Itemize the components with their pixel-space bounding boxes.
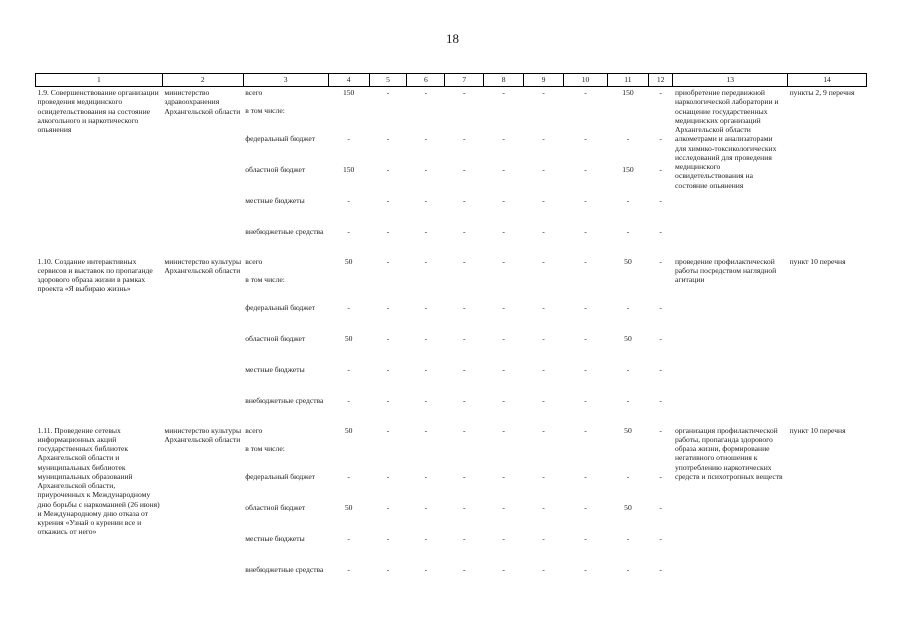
amount-cell-c12: - — [659, 364, 662, 374]
amount-cell-c6: - — [424, 364, 428, 374]
amount-cell-c6: - — [424, 88, 428, 97]
amount-cell-c9: - — [542, 256, 545, 266]
funding-source-cell: местные бюджеты — [245, 364, 305, 374]
amount-cell-c11: - — [626, 471, 630, 481]
amount-cell-c8: - — [502, 256, 505, 266]
amount-cell-c8: - — [502, 164, 505, 174]
funding-source-cell: внебюджетные средства — [245, 395, 324, 405]
amount-cell-c11: 50 — [624, 256, 632, 266]
amount-cell-c6: - — [424, 133, 428, 143]
table-row — [36, 425, 867, 443]
header-cell: 2 — [162, 74, 243, 87]
activity-cell: 1.10. Создание интерактивных сервисов и выставок по пропаганде здорового образа жизни в рамках проекта «Я выбираю жизнь» — [37, 256, 153, 294]
executor-cell: министерство здравоохранения Архангельской области — [164, 88, 241, 116]
amount-cell-c4 — [328, 274, 369, 302]
amount-cell-c10: - — [584, 226, 587, 236]
amount-cell-c10: - — [584, 533, 587, 543]
amount-cell-c9: - — [542, 425, 545, 435]
amount-cell-c6 — [407, 443, 445, 471]
amount-cell-c4: - — [347, 533, 350, 543]
amount-cell-c9: - — [542, 471, 545, 481]
amount-cell-c12: - — [659, 195, 662, 205]
funding-source-cell: внебюджетные средства — [245, 226, 324, 236]
amount-cell-c12: - — [659, 502, 662, 512]
amount-cell-c4: - — [347, 564, 350, 574]
amount-cell-c7: - — [462, 395, 466, 405]
amount-cell-c7: - — [462, 333, 466, 343]
amount-cell-c4: 150 — [342, 164, 355, 174]
table-row — [36, 87, 867, 105]
amount-cell-c5 — [369, 443, 407, 471]
funding-source-cell: всего — [245, 425, 263, 435]
amount-cell-c6: - — [424, 256, 428, 266]
amount-cell-c11: - — [626, 364, 630, 374]
amount-cell-c11: 150 — [622, 164, 634, 174]
amount-cell-c8: - — [502, 133, 505, 143]
amount-cell-c5: - — [386, 195, 390, 205]
amount-cell-c7: - — [462, 364, 466, 374]
amount-cell-c8: - — [502, 502, 505, 512]
amount-cell-c10: - — [584, 88, 587, 97]
table-row — [36, 256, 867, 274]
amount-cell-c5: - — [386, 502, 390, 512]
funding-source-cell: внебюджетные средства — [245, 564, 324, 574]
amount-cell-c10: - — [584, 471, 587, 481]
amount-cell-c10: - — [584, 502, 587, 512]
funding-source-cell: местные бюджеты — [245, 195, 305, 205]
header-cell: 8 — [484, 74, 524, 87]
amount-cell-c10: - — [584, 133, 587, 143]
amount-cell-c11: - — [626, 302, 630, 312]
amount-cell-c4: - — [347, 395, 350, 405]
amount-cell-c5: - — [386, 564, 390, 574]
amount-cell-c5: - — [386, 333, 390, 343]
funding-source-cell: федеральный бюджет — [245, 133, 316, 143]
expected-result-cell: организация профилактической работы, пропаганда здорового образа жизни, формирование негативного отношения к употреблению наркотических средств и психотропных веществ — [674, 425, 783, 481]
amount-cell-c12: - — [659, 425, 662, 435]
amount-cell-c12: - — [659, 164, 662, 174]
amount-cell-c4: 150 — [342, 88, 355, 97]
amount-cell-c6: - — [424, 425, 428, 435]
amount-cell-c7: - — [462, 226, 466, 236]
amount-cell-c6: - — [424, 302, 428, 312]
funding-source-cell: всего — [245, 88, 263, 97]
header-cell: 11 — [608, 74, 649, 87]
amount-cell-c4: - — [347, 302, 350, 312]
amount-cell-c4: - — [347, 364, 350, 374]
amount-cell-c11: - — [626, 195, 630, 205]
amount-cell-c6: - — [424, 564, 428, 574]
amount-cell-c9: - — [542, 502, 545, 512]
amount-cell-c8: - — [502, 333, 505, 343]
amount-cell-c7: - — [462, 195, 466, 205]
header-cell: 12 — [648, 74, 673, 87]
page-number: 18 — [446, 31, 459, 46]
amount-cell-c9: - — [542, 164, 545, 174]
amount-cell-c10: - — [584, 195, 587, 205]
amount-cell-c4: - — [347, 133, 350, 143]
funding-source-cell: всего — [245, 256, 263, 266]
amount-cell-c7 — [445, 274, 484, 302]
amount-cell-c6: - — [424, 502, 428, 512]
amount-cell-c11: 50 — [624, 333, 632, 343]
amount-cell-c8: - — [502, 88, 505, 97]
amount-cell-c11: - — [626, 226, 630, 236]
amount-cell-c12: - — [659, 256, 662, 266]
amount-cell-c8: - — [502, 364, 505, 374]
funding-source-cell: в том числе: — [245, 443, 285, 453]
amount-cell-c10: - — [584, 425, 587, 435]
funding-source-cell: в том числе: — [245, 274, 285, 284]
header-cell: 3 — [243, 74, 328, 87]
amount-cell-c4: 50 — [344, 333, 353, 343]
amount-cell-c10 — [564, 443, 608, 471]
amount-cell-c5: - — [386, 164, 390, 174]
amount-cell-c9: - — [542, 333, 545, 343]
amount-cell-c8: - — [502, 195, 505, 205]
amount-cell-c11 — [608, 443, 649, 471]
amount-cell-c12 — [648, 105, 673, 133]
amount-cell-c6: - — [424, 195, 428, 205]
amount-cell-c11 — [608, 105, 649, 133]
amount-cell-c4: - — [347, 226, 350, 236]
expected-result-cell: приобретение передвижной наркологической лаборатории и оснащение государственных медицинских организаций Архангельской области алкометрами и анализаторами для химико-токсикологических исследований для проведения медицинского освидетельствования на состояние опьянения — [674, 88, 779, 190]
amount-cell-c11: - — [626, 395, 630, 405]
amount-cell-c7: - — [462, 302, 466, 312]
funding-source-cell: местные бюджеты — [245, 533, 305, 543]
amount-cell-c7 — [445, 443, 484, 471]
amount-cell-c5: - — [386, 471, 390, 481]
amount-cell-c5 — [369, 105, 407, 133]
amount-cell-c12 — [648, 274, 673, 302]
amount-cell-c6: - — [424, 226, 428, 236]
activity-cell: 1.9. Совершенствование организации проведения медицинского освидетельствования на состояние алкогольного и наркотического опьянения — [37, 88, 159, 134]
amount-cell-c12: - — [659, 226, 662, 236]
amount-cell-c10: - — [584, 564, 587, 574]
amount-cell-c11: - — [626, 533, 630, 543]
amount-cell-c5: - — [386, 226, 390, 236]
amount-cell-c12: - — [659, 302, 662, 312]
amount-cell-c6: - — [424, 164, 428, 174]
header-cell: 10 — [564, 74, 608, 87]
amount-cell-c10: - — [584, 256, 587, 266]
amount-cell-c5: - — [386, 88, 390, 97]
amount-cell-c10: - — [584, 333, 587, 343]
amount-cell-c12: - — [659, 88, 662, 97]
header-cell: 1 — [36, 74, 163, 87]
amount-cell-c7: - — [462, 533, 466, 543]
amount-cell-c9: - — [542, 133, 545, 143]
amount-cell-c9: - — [542, 364, 545, 374]
amount-cell-c6: - — [424, 471, 428, 481]
amount-cell-c11: - — [626, 564, 630, 574]
amount-cell-c8 — [484, 105, 524, 133]
amount-cell-c7: - — [462, 88, 466, 97]
amount-cell-c9: - — [542, 564, 545, 574]
amount-cell-c5: - — [386, 133, 390, 143]
amount-cell-c10: - — [584, 395, 587, 405]
amount-cell-c5: - — [386, 533, 390, 543]
funding-source-cell: федеральный бюджет — [245, 471, 316, 481]
amount-cell-c8: - — [502, 533, 505, 543]
amount-cell-c5 — [369, 274, 407, 302]
amount-cell-c10 — [564, 105, 608, 133]
amount-cell-c5: - — [386, 395, 390, 405]
funding-source-cell: областной бюджет — [245, 502, 306, 512]
amount-cell-c8: - — [502, 302, 505, 312]
amount-cell-c5: - — [386, 425, 390, 435]
amount-cell-c11 — [608, 274, 649, 302]
amount-cell-c10: - — [584, 164, 587, 174]
funding-source-cell: областной бюджет — [245, 164, 306, 174]
amount-cell-c12: - — [659, 395, 662, 405]
amount-cell-c8: - — [502, 425, 505, 435]
amount-cell-c5: - — [386, 364, 390, 374]
amount-cell-c9 — [524, 274, 564, 302]
header-cell: 14 — [788, 74, 867, 87]
amount-cell-c9: - — [542, 195, 545, 205]
header-cell: 9 — [524, 74, 564, 87]
amount-cell-c5: - — [386, 302, 390, 312]
amount-cell-c4: 50 — [344, 502, 353, 512]
activity-cell: 1.11. Проведение сетевых информационных акций государственных библиотек Архангельской области и муниципальных библиотек муниципальных образований Архангельской области, приуроченных к Международному дню борьбы с наркоманией (26 июня) и Международному дню отказа от курения «Узнай о курении все и откажись от него» — [37, 425, 160, 537]
amount-cell-c10 — [564, 274, 608, 302]
amount-cell-c7: - — [462, 564, 466, 574]
funding-source-cell: в том числе: — [245, 105, 285, 115]
amount-cell-c7: - — [462, 425, 466, 435]
amount-cell-c11: - — [626, 133, 630, 143]
amount-cell-c12: - — [659, 333, 662, 343]
amount-cell-c4: 50 — [344, 425, 353, 435]
funding-source-cell: областной бюджет — [245, 333, 306, 343]
amount-cell-c9 — [524, 443, 564, 471]
amount-cell-c10: - — [584, 302, 587, 312]
reference-cell: пункты 2, 9 перечня — [789, 88, 855, 97]
amount-cell-c7: - — [462, 133, 466, 143]
reference-cell: пункт 10 перечня — [789, 256, 846, 266]
amount-cell-c4 — [328, 105, 369, 133]
header-cell: 13 — [673, 74, 788, 87]
amount-cell-c6: - — [424, 395, 428, 405]
amount-cell-c8: - — [502, 564, 505, 574]
amount-cell-c9: - — [542, 302, 545, 312]
amount-cell-c5: - — [386, 256, 390, 266]
amount-cell-c8 — [484, 274, 524, 302]
amount-cell-c8: - — [502, 226, 505, 236]
amount-cell-c6: - — [424, 333, 428, 343]
amount-cell-c8: - — [502, 471, 505, 481]
amount-cell-c12 — [648, 443, 673, 471]
amount-cell-c7: - — [462, 502, 466, 512]
reference-cell: пункт 10 перечня — [789, 425, 846, 435]
header-cell: 4 — [328, 74, 369, 87]
amount-cell-c7 — [445, 105, 484, 133]
amount-cell-c12: - — [659, 564, 662, 574]
header-cell: 5 — [369, 74, 407, 87]
executor-cell: министерство культуры Архангельской области — [164, 425, 242, 444]
program-table — [35, 73, 867, 594]
amount-cell-c9: - — [542, 226, 545, 236]
amount-cell-c12: - — [659, 133, 662, 143]
amount-cell-c9 — [524, 105, 564, 133]
amount-cell-c10: - — [584, 364, 587, 374]
executor-cell: министерство культуры Архангельской области — [164, 256, 242, 275]
amount-cell-c9: - — [542, 88, 545, 97]
amount-cell-c11: 50 — [624, 502, 632, 512]
amount-cell-c7: - — [462, 256, 466, 266]
amount-cell-c7: - — [462, 164, 466, 174]
amount-cell-c9: - — [542, 395, 545, 405]
amount-cell-c4 — [328, 443, 369, 471]
funding-source-cell: федеральный бюджет — [245, 302, 316, 312]
amount-cell-c12: - — [659, 471, 662, 481]
amount-cell-c4: 50 — [344, 256, 353, 266]
amount-cell-c4: - — [347, 195, 350, 205]
amount-cell-c6: - — [424, 533, 428, 543]
amount-cell-c8: - — [502, 395, 505, 405]
expected-result-cell: проведение профилактической работы посредством наглядной агитации — [674, 256, 777, 284]
amount-cell-c11: 150 — [622, 88, 634, 97]
amount-cell-c9: - — [542, 533, 545, 543]
amount-cell-c6 — [407, 105, 445, 133]
amount-cell-c6 — [407, 274, 445, 302]
column-number-header — [36, 74, 867, 87]
amount-cell-c8 — [484, 443, 524, 471]
header-cell: 6 — [407, 74, 445, 87]
amount-cell-c11: 50 — [624, 425, 632, 435]
amount-cell-c12: - — [659, 533, 662, 543]
header-cell: 7 — [445, 74, 484, 87]
amount-cell-c7: - — [462, 471, 466, 481]
amount-cell-c4: - — [347, 471, 350, 481]
